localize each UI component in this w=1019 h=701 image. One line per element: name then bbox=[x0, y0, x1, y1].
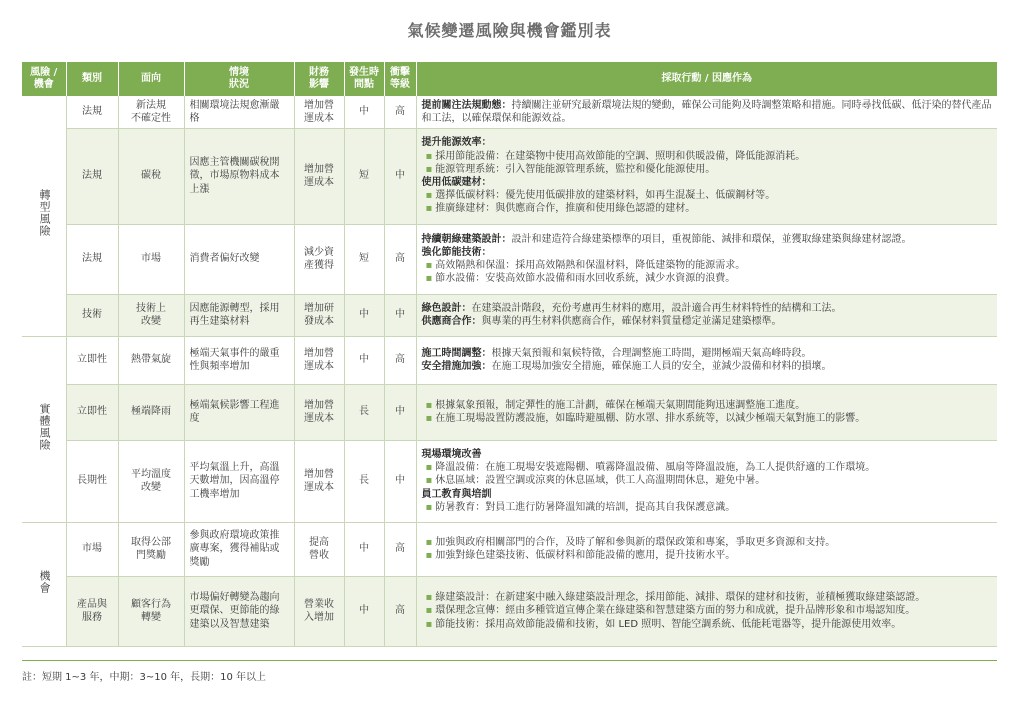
table-row bbox=[22, 96, 997, 128]
table-row bbox=[22, 128, 997, 224]
bottom-rule bbox=[22, 660, 997, 661]
action-heading: 現場環境改善 bbox=[421, 449, 482, 461]
group-category-label: 實體風險 bbox=[38, 402, 51, 451]
action-bullet: ▪ 在施工現場設置防護設施，如臨時避風棚、防水罩、排水系統等，以減少極端天氣對施工的影響。 bbox=[422, 412, 993, 425]
situation-cell: 極端天氣事件的嚴重性與頻率增加 bbox=[184, 336, 294, 384]
aspect-cell: 平均溫度 改變 bbox=[118, 440, 184, 522]
impact-level-cell: 高 bbox=[384, 576, 416, 646]
situation-cell: 參與政府環境政策推廣專案，獲得補貼或獎勵 bbox=[184, 522, 294, 576]
risk-opportunity-table bbox=[22, 62, 997, 647]
page-title: 氣候變遷風險與機會鑑別表 bbox=[407, 21, 612, 40]
action-heading: 員工教育與培訓 bbox=[421, 488, 492, 500]
timing-cell: 短 bbox=[344, 128, 384, 224]
situation-cell: 市場偏好轉變為趨向更環保、更節能的綠建築以及智慧建築 bbox=[184, 576, 294, 646]
action-heading: 綠色設計： bbox=[421, 302, 472, 314]
aspect-cell: 熱帶氣旋 bbox=[118, 336, 184, 384]
group-category-cell bbox=[22, 96, 66, 336]
type-cell: 市場 bbox=[66, 522, 118, 576]
timing-cell: 中 bbox=[344, 336, 384, 384]
type-cell: 法規 bbox=[66, 96, 118, 128]
action-bullet: ▪ 環保理念宣傳：經由多種管道宣傳企業在綠建築和智慧建築方面的努力和成就，提升品牌形象和市場認知度。 bbox=[422, 604, 993, 617]
table-row bbox=[22, 336, 997, 384]
header-financial-text: 財務 影響 bbox=[309, 67, 329, 90]
aspect-cell: 碳稅 bbox=[118, 128, 184, 224]
financial-impact-cell: 增加營 運成本 bbox=[294, 336, 344, 384]
header-situation bbox=[184, 62, 294, 96]
header-financial bbox=[294, 62, 344, 96]
table-row bbox=[22, 576, 997, 646]
action-bullet: ▪ 休息區域：設置空調或涼爽的休息區域，供工人高溫期間休息，避免中暑。 bbox=[422, 474, 993, 487]
action-bullet: ▪ 降溫設備：在施工現場安裝遮陽棚、噴霧降溫設備、風扇等降溫設施，為工人提供舒適的工作環境。 bbox=[422, 461, 993, 474]
financial-impact-cell: 營業收 入增加 bbox=[294, 576, 344, 646]
table-body bbox=[22, 96, 997, 646]
aspect-cell: 市場 bbox=[118, 224, 184, 294]
action-bullet: ▪ 防暑教育：對員工進行防暑降溫知識的培訓，提高其自我保護意識。 bbox=[422, 501, 993, 514]
timing-cell: 中 bbox=[344, 294, 384, 336]
group-category-label: 轉型風險 bbox=[38, 189, 51, 238]
header-aspect bbox=[118, 62, 184, 96]
header-situation-text: 情境 狀況 bbox=[229, 67, 249, 90]
action-heading: 提前關注法規動態： bbox=[421, 99, 512, 111]
impact-level-cell: 高 bbox=[384, 224, 416, 294]
type-cell: 技術 bbox=[66, 294, 118, 336]
action-heading: 使用低碳建材： bbox=[421, 177, 492, 188]
impact-level-cell: 高 bbox=[384, 522, 416, 576]
action-cell bbox=[416, 384, 997, 440]
header-impact-text: 衝擊 等級 bbox=[390, 67, 410, 90]
situation-cell: 因應能源轉型，採用再生建築材料 bbox=[184, 294, 294, 336]
action-line: 綠色設計：在建築設計階段，充份考慮再生材料的應用，設計適合再生材料特性的結構和工法。 bbox=[421, 302, 842, 314]
type-cell: 法規 bbox=[66, 224, 118, 294]
type-cell: 長期性 bbox=[66, 440, 118, 522]
action-line: 提前關注法規動態：持續關注並研究最新環境法規的變動，確保公司能夠及時調整策略和措施。同時尋找低碳、低汙染的替代產品和工法，以確保環保和能源效益。 bbox=[421, 99, 992, 124]
aspect-cell: 技術上 改變 bbox=[118, 294, 184, 336]
action-heading: 安全措施加強： bbox=[421, 361, 492, 372]
financial-impact-cell: 增加營 運成本 bbox=[294, 128, 344, 224]
action-bullet: ▪ 高效隔熱和保溫：採用高效隔熱和保溫材料，降低建築物的能源需求。 bbox=[422, 259, 993, 272]
action-bullet: ▪ 加強對綠色建築技術、低碳材料和節能設備的應用，提升技術水平。 bbox=[422, 549, 993, 562]
action-cell bbox=[416, 336, 997, 384]
header-action bbox=[416, 62, 997, 96]
action-cell bbox=[416, 522, 997, 576]
action-heading: 施工時間調整： bbox=[421, 347, 492, 359]
table-row bbox=[22, 224, 997, 294]
financial-impact-cell: 增加營 運成本 bbox=[294, 96, 344, 128]
situation-cell: 消費者偏好改變 bbox=[184, 224, 294, 294]
aspect-cell: 取得公部 門獎勵 bbox=[118, 522, 184, 576]
timing-cell: 長 bbox=[344, 440, 384, 522]
action-cell bbox=[416, 576, 997, 646]
aspect-cell: 顧客行為 轉變 bbox=[118, 576, 184, 646]
type-cell: 立即性 bbox=[66, 384, 118, 440]
table-row bbox=[22, 440, 997, 522]
timing-cell: 長 bbox=[344, 384, 384, 440]
header-timing-text: 發生時 間點 bbox=[349, 67, 379, 90]
type-cell: 產品與 服務 bbox=[66, 576, 118, 646]
timing-cell: 中 bbox=[344, 522, 384, 576]
group-category-label: 機會 bbox=[38, 569, 51, 594]
impact-level-cell: 高 bbox=[384, 96, 416, 128]
group-category-cell bbox=[22, 522, 66, 646]
situation-cell: 極端氣候影響工程進度 bbox=[184, 384, 294, 440]
action-cell bbox=[416, 440, 997, 522]
action-cell bbox=[416, 224, 997, 294]
impact-level-cell: 中 bbox=[384, 440, 416, 522]
financial-impact-cell: 增加營 運成本 bbox=[294, 440, 344, 522]
aspect-cell: 新法規 不確定性 bbox=[118, 96, 184, 128]
type-cell: 法規 bbox=[66, 128, 118, 224]
situation-cell: 平均氣溫上升，高溫天數增加，因高溫停工機率增加 bbox=[184, 440, 294, 522]
table-row bbox=[22, 522, 997, 576]
table-row bbox=[22, 294, 997, 336]
financial-impact-cell: 提高 營收 bbox=[294, 522, 344, 576]
header-category-text: 風險 / 機會 bbox=[30, 67, 58, 90]
footnote: 註：短期 1~3 年，中期：3~10 年，長期：10 年以上 bbox=[22, 672, 267, 683]
action-heading: 提升能源效率： bbox=[421, 137, 492, 149]
header-category bbox=[22, 62, 66, 96]
action-cell bbox=[416, 96, 997, 128]
header-type bbox=[66, 62, 118, 96]
action-cell bbox=[416, 294, 997, 336]
action-heading: 供應商合作： bbox=[421, 316, 482, 327]
action-heading: 持續朝綠建築設計： bbox=[421, 233, 512, 245]
impact-level-cell: 中 bbox=[384, 384, 416, 440]
action-line: 持續朝綠建築設計：設計和建造符合綠建築標準的項目，重視節能、減排和環保，並獲取綠建築與綠建材認證。 bbox=[421, 233, 912, 245]
action-bullet: ▪ 採用節能設備：在建築物中使用高效節能的空調、照明和供暖設備，降低能源消耗。 bbox=[422, 150, 993, 163]
impact-level-cell: 中 bbox=[384, 294, 416, 336]
action-bullet: ▪ 節水設備：安裝高效節水設備和雨水回收系統，減少水資源的浪費。 bbox=[422, 272, 993, 285]
header-type-text: 類別 bbox=[82, 73, 102, 84]
action-line: 供應商合作：與專業的再生材料供應商合作，確保材料質量穩定並滿足建築標準。 bbox=[421, 316, 782, 327]
aspect-cell: 極端降雨 bbox=[118, 384, 184, 440]
header-aspect-text: 面向 bbox=[141, 73, 161, 84]
action-line: 施工時間調整：根據天氣預報和氣候特徵，合理調整施工時間，避開極端天氣高峰時段。 bbox=[421, 347, 812, 359]
group-category-cell bbox=[22, 336, 66, 522]
header-impact bbox=[384, 62, 416, 96]
type-cell: 立即性 bbox=[66, 336, 118, 384]
action-bullet: ▪ 選擇低碳材料：優先使用低碳排放的建築材料，如再生混凝土、低碳鋼材等。 bbox=[422, 189, 993, 202]
impact-level-cell: 中 bbox=[384, 128, 416, 224]
timing-cell: 短 bbox=[344, 224, 384, 294]
situation-cell: 相關環境法規愈漸嚴格 bbox=[184, 96, 294, 128]
timing-cell: 中 bbox=[344, 576, 384, 646]
table-header-row bbox=[22, 62, 997, 96]
action-bullet: ▪ 加強與政府相關部門的合作，及時了解和參與新的環保政策和專案，爭取更多資源和支持。 bbox=[422, 536, 993, 549]
action-bullet: ▪ 綠建築設計：在新建案中融入綠建築設計理念，採用節能、減排、環保的建材和技術，並積極獲取綠建築認證。 bbox=[422, 591, 993, 604]
action-bullet: ▪ 根據氣象預報，制定彈性的施工計劃，確保在極端天氣期間能夠迅速調整施工進度。 bbox=[422, 399, 993, 412]
financial-impact-cell: 增加營 運成本 bbox=[294, 384, 344, 440]
financial-impact-cell: 增加研 發成本 bbox=[294, 294, 344, 336]
action-line: 安全措施加強：在施工現場加強安全措施，確保施工人員的安全，並減少設備和材料的損壞。 bbox=[421, 361, 832, 372]
header-action-text: 採取行動 / 因應作為 bbox=[661, 73, 753, 84]
situation-cell: 因應主管機關碳稅開徵，市場原物料成本上漲 bbox=[184, 128, 294, 224]
action-bullet: ▪ 節能技術：採用高效節能設備和技術，如 LED 照明、智能空調系統、低能耗電器等，提升能源使用效率。 bbox=[422, 618, 993, 631]
table-row bbox=[22, 384, 997, 440]
action-cell bbox=[416, 128, 997, 224]
impact-level-cell: 高 bbox=[384, 336, 416, 384]
header-timing bbox=[344, 62, 384, 96]
timing-cell: 中 bbox=[344, 96, 384, 128]
action-bullet: ▪ 推廣綠建材：與供應商合作，推廣和使用綠色認證的建材。 bbox=[422, 202, 993, 215]
action-bullet: ▪ 能源管理系統：引入智能能源管理系統，監控和優化能源使用。 bbox=[422, 163, 993, 176]
financial-impact-cell: 減少資 產獲得 bbox=[294, 224, 344, 294]
action-heading: 強化節能技術： bbox=[421, 246, 492, 258]
